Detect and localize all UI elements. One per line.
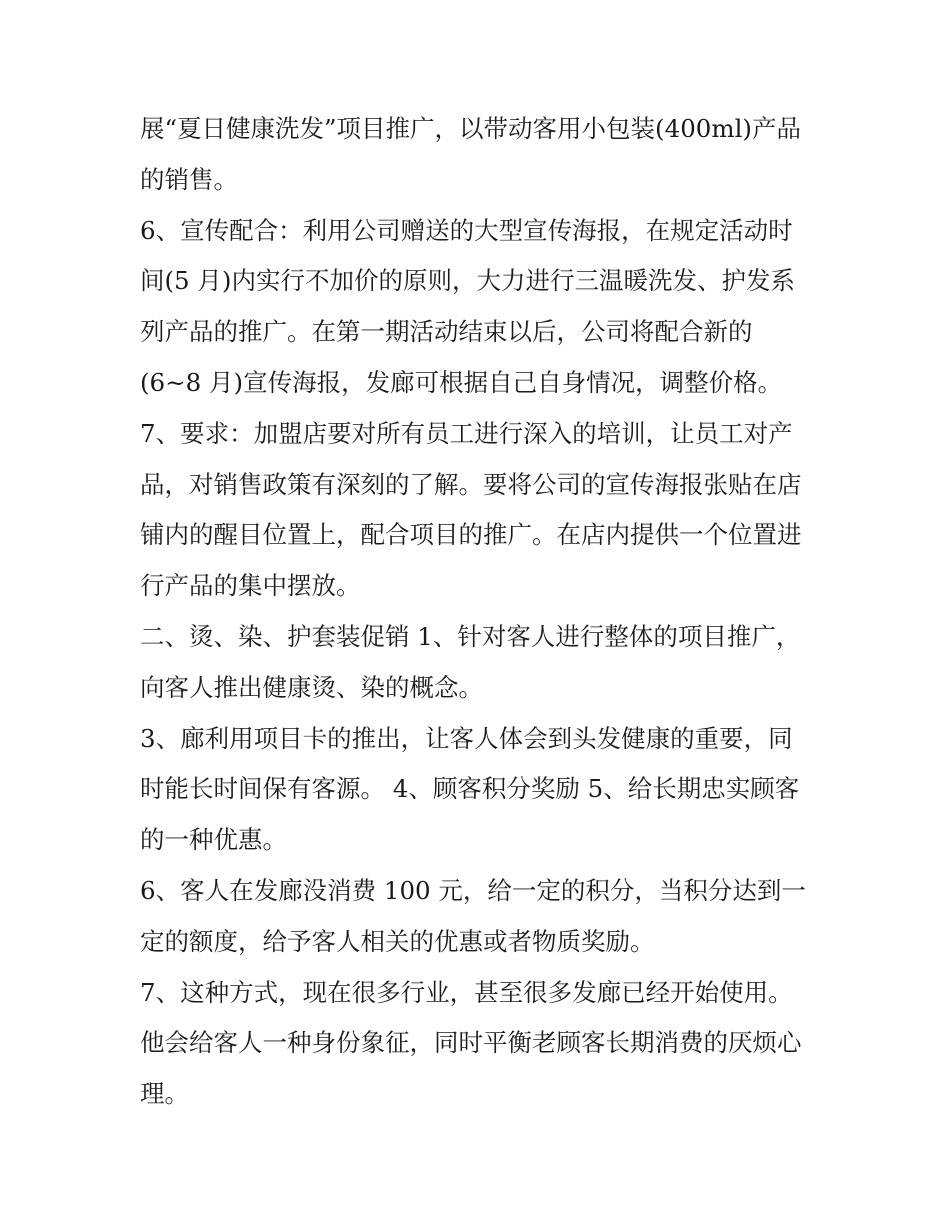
paragraph-item-6-publicity: [140, 206, 820, 409]
text-line: 展“夏日健康洗发”项目推广，以带动客用小包装(400ml)产品: [140, 114, 801, 143]
text-line: 理。: [140, 1079, 189, 1109]
text-line: 的一种优惠。: [140, 825, 287, 855]
paragraph-item-6-points: [140, 866, 820, 968]
text-line: 行产品的集中摆放。: [140, 571, 361, 601]
paragraph-section-2-package-promotion: [140, 612, 820, 714]
text-line: 他会给客人一种身份象征，同时平衡老顾客长期消费的厌烦心: [140, 1028, 802, 1058]
text-line: 6、宣传配合：利用公司赠送的大型宣传海报，在规定活动时: [140, 215, 793, 245]
paragraph-item-3-project-card: [140, 714, 820, 866]
text-line: 品，对销售政策有深刻的了解。要将公司的宣传海报张贴在店: [140, 469, 802, 499]
text-line: 的销售。: [140, 164, 238, 194]
paragraph-item-7-requirements: [140, 409, 820, 612]
document-body: [140, 104, 820, 1120]
text-line: 7、这种方式，现在很多行业，甚至很多发廊已经开始使用。: [140, 977, 793, 1007]
paragraph-product-promotion: [140, 104, 820, 206]
text-line: 间(5 月)内实行不加价的原则，大力进行三温暖洗发、护发系: [140, 266, 795, 296]
text-line: 3、廊利用项目卡的推出，让客人体会到头发健康的重要，同: [140, 723, 793, 753]
text-line: 6、客人在发廊没消费 100 元，给一定的积分，当积分达到一: [140, 875, 806, 905]
text-line: 列产品的推广。在第一期活动结束以后，公司将配合新的: [140, 317, 753, 347]
text-line: 时能长时间保有客源。 4、顾客积分奖励 5、给长期忠实顾客: [140, 774, 800, 804]
text-line: 铺内的醒目位置上，配合项目的推广。在店内提供一个位置进: [140, 520, 802, 550]
paragraph-item-7-method: [140, 968, 820, 1120]
text-line: 7、要求：加盟店要对所有员工进行深入的培训，让员工对产: [140, 418, 793, 448]
text-line: (6~8 月)宣传海报，发廊可根据自己自身情况，调整价格。: [140, 367, 783, 397]
text-line: 向客人推出健康烫、染的概念。: [140, 672, 483, 702]
text-line: 定的额度，给予客人相关的优惠或者物质奖励。: [140, 926, 655, 956]
text-line: 二、烫、染、护套装促销 1、针对客人进行整体的项目推广，: [140, 621, 801, 651]
